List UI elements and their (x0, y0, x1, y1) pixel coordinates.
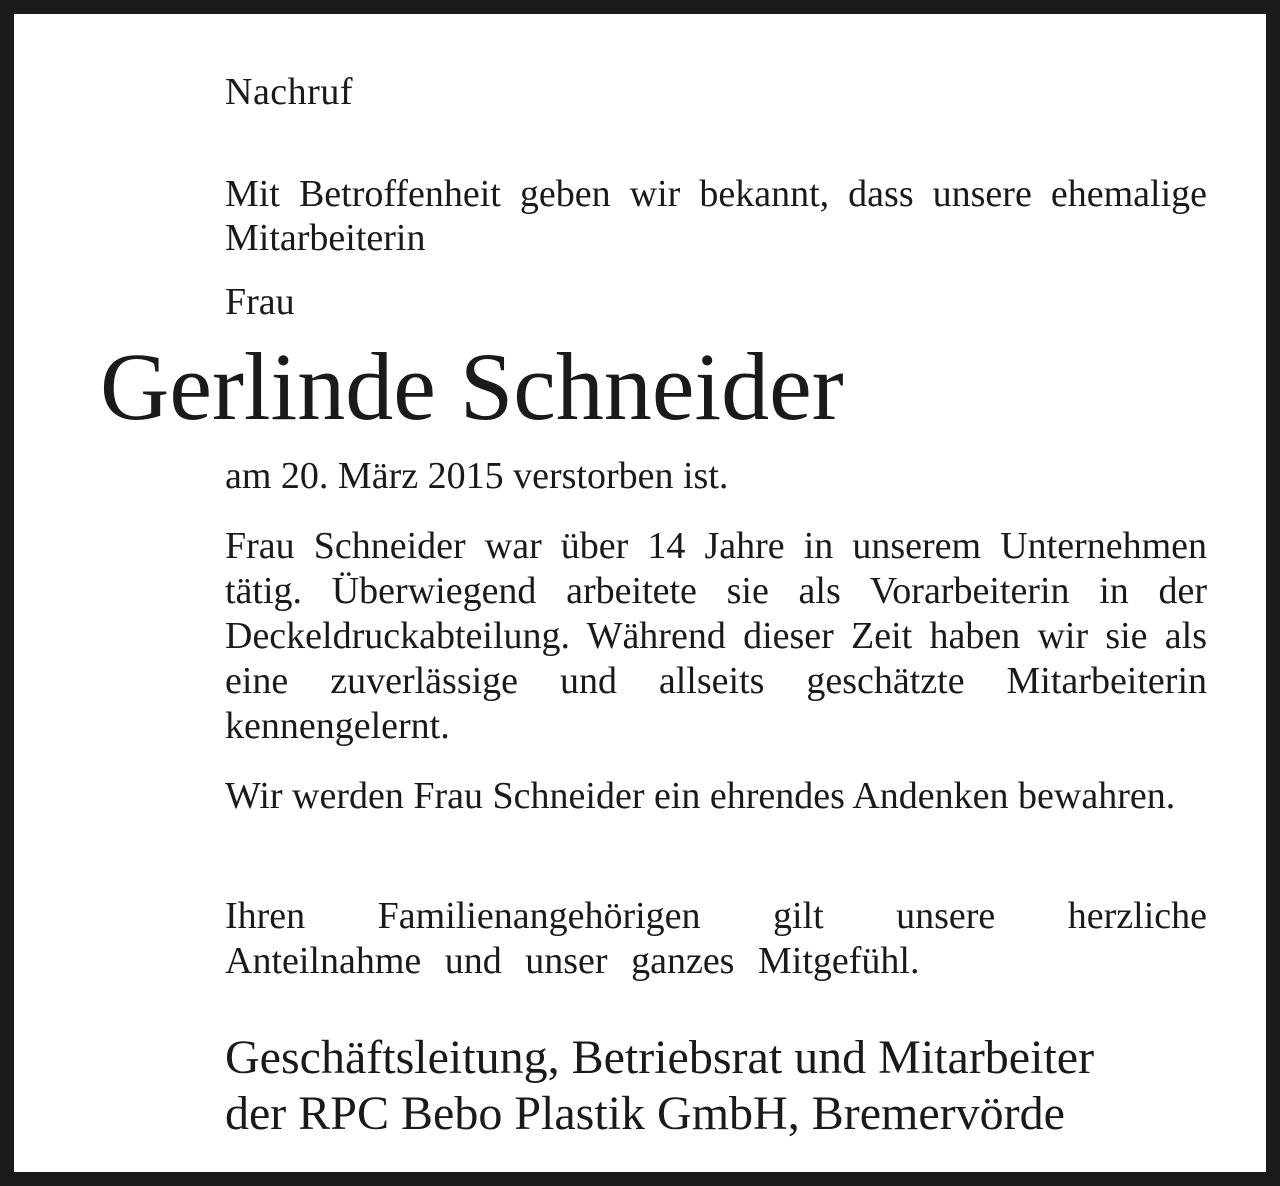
intro-text: Mit Betroffenheit geben wir bekannt, dass unsere ehemalige Mitarbeiterin (225, 173, 1207, 259)
tribute-paragraph-1: Frau Schneider war über 14 Jahre in unserem Unternehmen tätig. Überwiegend arbeitete sie als Vorarbeiterin in der Deckeldruckabteilung. Während dieser Zeit haben wir sie als eine zuverlässige und allseits geschätzte Mitarbeiterin kennengelernt. (225, 525, 1207, 747)
signature-block (225, 1030, 1207, 1142)
notice-heading: Nachruf (225, 71, 353, 113)
signature-line-2: der RPC Bebo Plastik GmbH, Bremervörde (225, 1087, 1065, 1140)
signature-line-1: Geschäftsleitung, Betriebsrat und Mitarbeiter (225, 1031, 1095, 1084)
deceased-name: Gerlinde Schneider (100, 333, 844, 440)
condolence-paragraph: Ihren Familienangehörigen gilt unsere herzliche Anteilnahme und unser ganzes Mitgefühl. (225, 895, 1207, 982)
salutation: Frau (225, 281, 295, 323)
tribute-paragraph-2: Wir werden Frau Schneider ein ehrendes Andenken bewahren. (225, 775, 1176, 817)
date-of-death-line: am 20. März 2015 verstorben ist. (225, 455, 729, 497)
